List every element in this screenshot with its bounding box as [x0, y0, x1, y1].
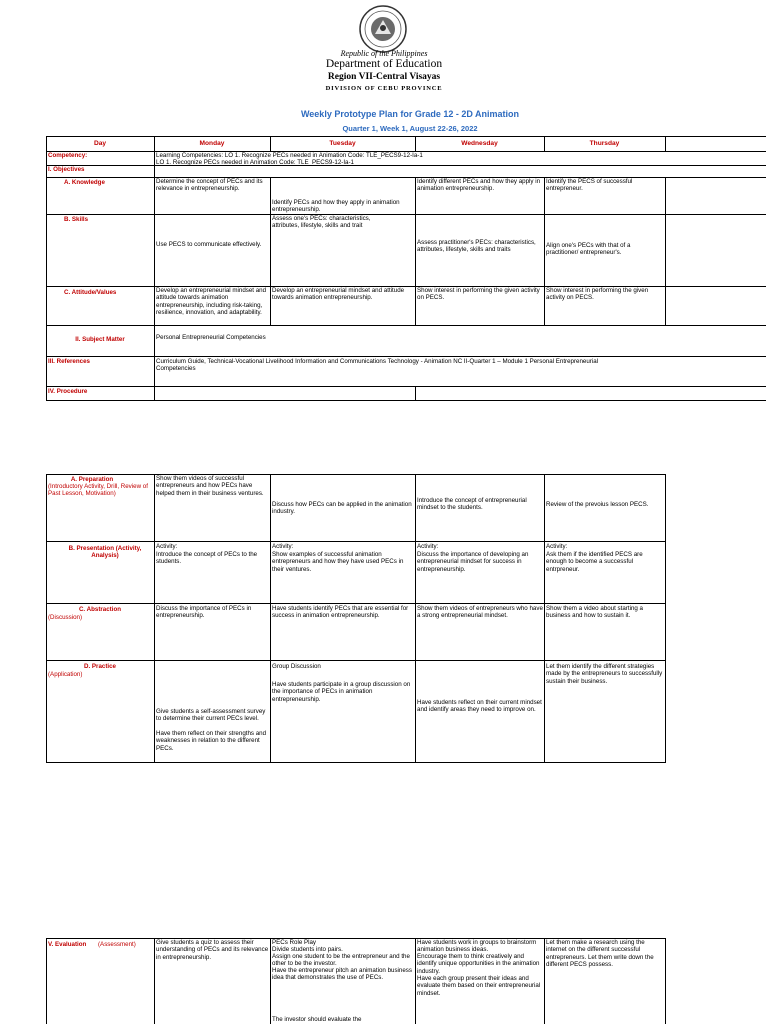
competency-line-2: LO 1. Recognize PECs needed in Animation Code: TLE_PECS9-12-Ia-1	[156, 159, 354, 165]
attitude-label: C. Attitude/Values	[64, 289, 117, 296]
preparation-thu: Review of the prevoius lesson PECS.	[546, 501, 649, 508]
practice-label: D. Practice	[84, 663, 116, 670]
attitude-mon: Develop an entrepreneurial mindset and attitude towards animation entrepreneurship, including risk-taking, resilience, innovation, and adaptability.	[156, 287, 267, 316]
preparation-label: A. Preparation	[70, 476, 114, 483]
department-text: Department of Education	[325, 58, 443, 70]
evaluation-tue-2: Divide students into pairs.	[272, 946, 343, 953]
attitude-thu: Show interest in performing the given activity on PECS.	[546, 287, 649, 302]
subject-matter-text: Personal Entrepreneurial Competencies	[156, 334, 266, 341]
presentation-wed-activity: Activity:	[417, 543, 439, 550]
evaluation-thu: Let them make a research using the internet on the different successful entrepreneurs. Let them write down the different PECS possess.	[546, 939, 654, 968]
evaluation-tue-5: The investor should evaluate the	[272, 1016, 362, 1023]
skills-label: B. Skills	[64, 216, 89, 223]
skills-tue: Assess one's PECs: characteristics, attributes, lifestyle, skills and trait	[272, 215, 371, 230]
evaluation-tue-4: Have the entrepreneur pitch an animation business idea that demonstrates the use of PECs.	[272, 967, 412, 982]
preparation-wed: Introduce the concept of entrepreneurial mindset to the students.	[417, 497, 527, 512]
knowledge-thu: Identify the PECS of successful entrepreneur.	[546, 178, 633, 193]
presentation-wed: Discuss the importance of developing an entrepreneurial mindset for success in entrepreneurship.	[417, 551, 529, 573]
evaluation-wed-1: Have students work in groups to brainstorm animation business ideas.	[417, 939, 537, 954]
presentation-tue-activity: Activity:	[272, 543, 294, 550]
abstraction-thu: Show them a video about starting a business and how to sustain it.	[546, 605, 643, 620]
preparation-mon: Show them videos of successful entrepreneurs and how PECs have helped them in their business ventures.	[156, 475, 264, 497]
knowledge-mon: Determine the concept of PECs and its relevance in entrepreneurship.	[156, 178, 263, 193]
references-label: III. References	[48, 358, 90, 365]
knowledge-wed: Identify different PECs and how they apply in animation entrepreneurship.	[417, 178, 541, 193]
competency-label: Competency:	[48, 152, 88, 159]
abstraction-tue: Have students identify PECs that are essential for success in animation entrepreneurship.	[272, 605, 409, 620]
practice-sublabel: (Application)	[48, 671, 83, 678]
references-text-1: Curriculum Guide, Technical-Vocational Livelihood Information and Communications Technology - Animation NC II-Quarter 1 – Module 1 Personal Entrepreneurial	[156, 358, 599, 365]
skills-thu: Align one's PECs with that of a practitioner/ entrepreneur's.	[546, 242, 631, 257]
preparation-sublabel: (Introductory Activity, Drill, Review of Past Lesson, Motivation)	[48, 483, 148, 498]
evaluation-tue-1: PECs Role Play	[272, 939, 317, 946]
skills-wed: Assess practitioner's PECs: characteristics, attributes, lifestyle, skills and traits	[417, 239, 536, 254]
division-text: DIVISION OF CEBU PROVINCE	[325, 85, 443, 92]
presentation-mon: Introduce the concept of PECs to the students.	[156, 551, 258, 566]
evaluation-wed-3: Have each group present their ideas and evaluate them based on their entrepreneurial mindset.	[417, 975, 541, 997]
evaluation-mon: Give students a quiz to assess their understanding of PECs and its relevance in entrepreneurship.	[156, 939, 269, 961]
abstraction-wed: Show them videos of entrepreneurs who have a strong entrepreneurial mindset.	[417, 605, 543, 620]
practice-mon-2: Have them reflect on their strengths and weaknesses in relation to the different PECs.	[156, 730, 267, 752]
attitude-tue: Develop an entrepreneurial mindset and attitude towards animation entrepreneurship.	[272, 287, 405, 302]
skills-mon: Use PECS to communicate effectively.	[156, 241, 262, 248]
abstraction-sublabel: (Discussion)	[48, 614, 83, 621]
document-subtitle: Quarter 1, Week 1, August 22-26, 2022	[342, 124, 478, 133]
practice-mon-1: Give students a self-assessment survey to determine their current PECs level.	[156, 708, 266, 723]
references-text-2: Competencies	[156, 365, 196, 372]
presentation-thu: Ask them if the identified PECS are enough to become a successful entrpreneur.	[546, 551, 643, 573]
republic-text: Republic of the Philippines	[340, 49, 428, 58]
evaluation-label: V. Evaluation	[48, 941, 87, 948]
abstraction-mon: Discuss the importance of PECs in entrepreneurship.	[156, 605, 252, 620]
objectives-label: I. Objectives	[48, 166, 85, 173]
practice-wed: Have students reflect on their current mindset and identify areas they need to improve on.	[417, 699, 542, 714]
document-title: Weekly Prototype Plan for Grade 12 - 2D Animation	[300, 109, 520, 119]
subject-matter-label: II. Subject Matter	[75, 336, 125, 343]
col-tuesday: Tuesday	[329, 140, 356, 147]
procedure-label: IV. Procedure	[48, 388, 88, 395]
practice-tue-1: Group Discussion	[272, 663, 321, 670]
competency-line-1: Learning Competencies: LO 1. Recognize PECs needed in Animation Code: TLE_PECS9-12-Ia-1	[156, 152, 423, 159]
region-text: Region VII-Central Visayas	[327, 72, 441, 82]
attitude-wed: Show interest in performing the given activity on PECS.	[417, 287, 540, 302]
col-wednesday: Wednesday	[461, 140, 498, 147]
presentation-mon-activity: Activity:	[156, 543, 178, 550]
presentation-thu-activity: Activity:	[546, 543, 568, 550]
preparation-tue: Discuss how PECs can be applied in the animation industry.	[272, 501, 412, 516]
presentation-label: B. Presentation (Activity, Analysis)	[68, 545, 142, 560]
evaluation-tue-3: Assign one student to be the entrepreneur and the other to be the investor.	[272, 953, 410, 968]
evaluation-sublabel: (Assessment)	[98, 941, 136, 948]
practice-thu: Let them identify the different strategies made by the entrepreneurs to successfully sustain their business.	[546, 663, 663, 685]
deped-seal-icon	[356, 4, 410, 54]
evaluation-wed-2: Encourage them to think creatively and identify unique opportunities in the animation industry.	[417, 953, 540, 975]
knowledge-tue: Identify PECs and how they apply in animation entrepreneurship.	[272, 199, 400, 214]
col-thursday: Thursday	[589, 140, 620, 147]
col-monday: Monday	[199, 140, 225, 147]
abstraction-label: C. Abstraction	[78, 606, 122, 613]
presentation-tue: Show examples of successful animation entrepreneurs and how they have used PECs in their ventures.	[272, 551, 404, 573]
knowledge-label: A. Knowledge	[64, 179, 105, 186]
col-day: Day	[93, 140, 107, 147]
practice-tue-2: Have students participate in a group discussion on the importance of PECs in animation entrepreneurship.	[272, 681, 411, 703]
